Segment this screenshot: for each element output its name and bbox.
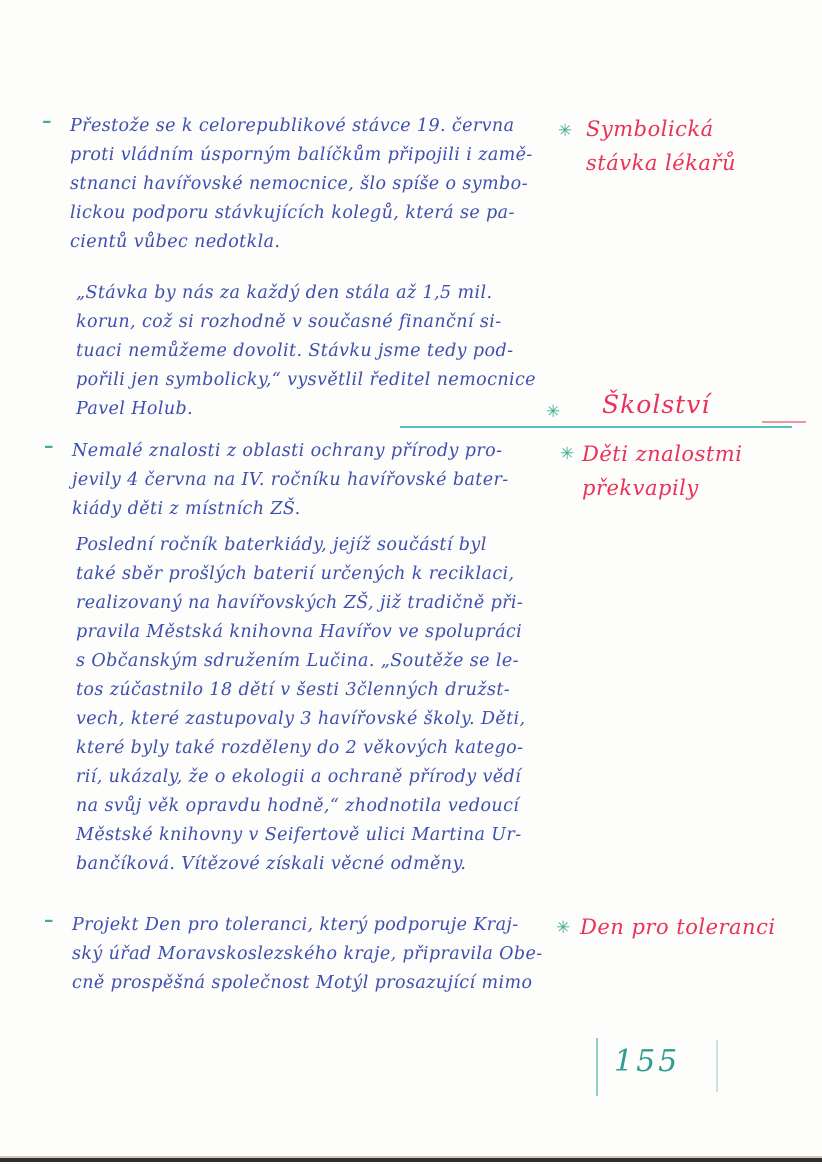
page-number-block — [596, 1038, 718, 1096]
margin-note-tolerance — [580, 910, 776, 944]
handwritten-line: Městské knihovny v Seifertově ulici Martina Ur- — [76, 825, 522, 845]
handwritten-line: „Stávka by nás za každý den stála až 1,5 mil. — [76, 283, 493, 303]
handwritten-line: Nemalé znalosti z oblasti ochrany přírody pro- — [72, 441, 503, 461]
section-heading-skolstvi: Školství — [602, 390, 711, 419]
asterisk-icon: ✳ — [560, 444, 575, 464]
asterisk-icon: ✳ — [556, 918, 571, 938]
handwritten-line: cientů vůbec nedotkla. — [70, 232, 281, 252]
handwritten-line: které byly také rozděleny do 2 věkových katego- — [76, 738, 524, 758]
margin-note-children — [582, 437, 742, 505]
handwritten-line: rií, ukázaly, že o ekologii a ochraně přírody vědí — [76, 767, 522, 787]
page-number: 155 — [614, 1044, 681, 1079]
handwritten-line: Pavel Holub. — [76, 399, 194, 419]
handwritten-line: kiády děti z místních ZŠ. — [72, 499, 301, 519]
handwritten-line: pravila Městská knihovna Havířov ve spolupráci — [76, 622, 523, 642]
handwritten-line: proti vládním úsporným balíčkům připojili i zamě- — [70, 145, 533, 165]
heading-underline-red-tail — [762, 421, 806, 423]
margin-note-line: Děti znalostmi — [582, 442, 743, 466]
handwritten-line: Projekt Den pro toleranci, který podporuje Kraj- — [72, 915, 519, 935]
handwritten-line: také sběr prošlých baterií určených k reciklaci, — [76, 564, 515, 584]
paragraph-dash: – — [42, 110, 52, 132]
handwritten-line: jevily 4 června na IV. ročníku havířovské bater- — [72, 470, 509, 490]
asterisk-icon: ✳ — [546, 402, 561, 422]
margin-note-line: překvapily — [582, 476, 699, 500]
margin-note-line: Symbolická — [586, 117, 714, 141]
handwritten-line: ský úřad Moravskoslezského kraje, připravila Obe- — [72, 944, 543, 964]
margin-note-line: stávka lékařů — [586, 151, 736, 175]
handwritten-line: Poslední ročník baterkiády, jejíž součástí byl — [76, 535, 487, 555]
handwritten-line: vech, které zastupovaly 3 havířovské školy. Děti, — [76, 709, 526, 729]
handwritten-line: lickou podporu stávkujících kolegů, která se pa- — [70, 203, 515, 223]
handwritten-line: bančíková. Vítězové získali věcné odměny. — [76, 854, 467, 874]
paragraph-dash: – — [44, 909, 54, 931]
page-number-right-tick — [716, 1040, 718, 1092]
asterisk-icon: ✳ — [558, 121, 573, 141]
paragraph-quote-director — [76, 279, 536, 424]
margin-note-line: Den pro toleranci — [580, 915, 776, 939]
handwritten-line: korun, což si rozhodně v současné finanční si- — [76, 312, 502, 332]
paragraph-baterkiada — [76, 531, 526, 879]
handwritten-line: pořili jen symbolicky,“ vysvětlil ředitel nemocnice — [76, 370, 536, 390]
heading-underline — [400, 426, 792, 428]
handwritten-line: tos zúčastnilo 18 dětí v šesti 3členných družst- — [76, 680, 511, 700]
margin-note-strike — [586, 112, 736, 180]
handwritten-line: Přestože se k celorepublikové stávce 19. června — [70, 116, 515, 136]
handwritten-line: tuaci nemůžeme dovolit. Stávku jsme tedy pod- — [76, 341, 514, 361]
paragraph-tolerance — [44, 909, 543, 998]
paragraph-strike — [42, 110, 533, 257]
paragraph-children-intro — [44, 435, 509, 524]
handwritten-line: realizovaný na havířovských ZŠ, již tradičně při- — [76, 593, 524, 613]
handwritten-line: na svůj věk opravdu hodně,“ zhodnotila vedoucí — [76, 796, 520, 816]
scan-edge — [0, 1158, 822, 1162]
handwritten-line: cně prospěšná společnost Motýl prosazující mimo — [72, 973, 533, 993]
handwritten-line: s Občanským sdružením Lučina. „Soutěže se le- — [76, 651, 519, 671]
paragraph-dash: – — [44, 435, 54, 457]
handwritten-line: stnanci havířovské nemocnice, šlo spíše o symbo- — [70, 174, 528, 194]
